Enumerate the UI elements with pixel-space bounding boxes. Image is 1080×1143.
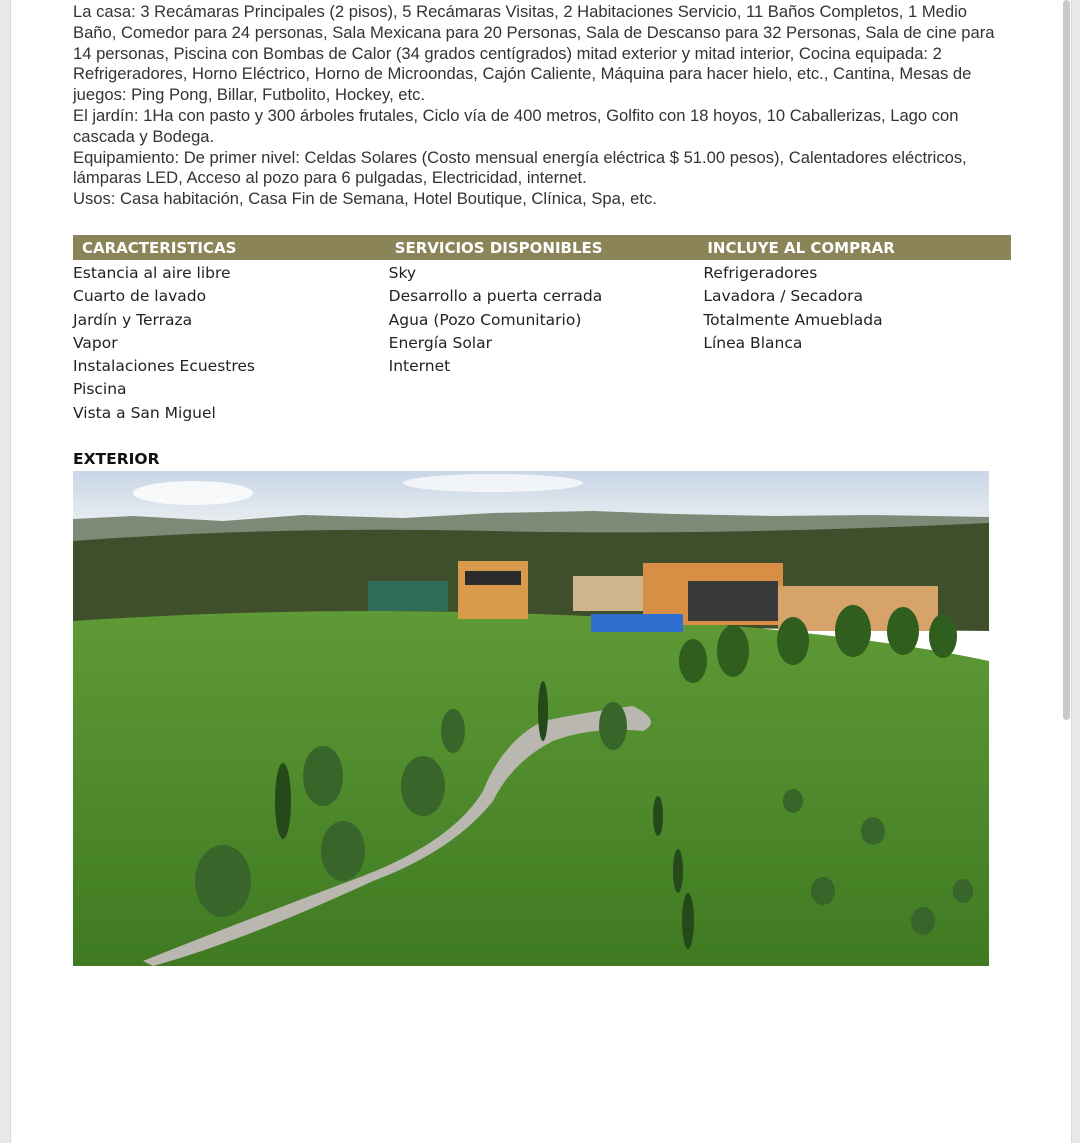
house-window [465,571,521,585]
scrollbar-thumb[interactable] [1063,0,1070,720]
cloud [133,481,253,505]
pool [591,614,683,632]
intro-text [73,2,1013,210]
exterior-photo [73,471,989,966]
table-cell: Totalmente Amueblada [703,310,883,329]
intro-paragraph-uses: Usos: Casa habitación, Casa Fin de Semana, Hotel Boutique, Clínica, Spa, etc. [73,189,657,209]
table-cell: Desarrollo a puerta cerrada [388,287,603,306]
table-cell: Vapor [73,333,118,352]
table-cell: Estancia al aire libre [73,264,231,282]
header-caracteristicas: CARACTERISTICAS [82,238,237,257]
table-header-row [73,235,1011,260]
document-page [10,0,1072,1143]
table-cell: Instalaciones Ecuestres [73,357,255,376]
exterior-section-title: EXTERIOR [73,450,160,468]
table-cell: Línea Blanca [703,333,803,352]
table-cell: Vista a San Miguel [73,403,216,422]
header-incluye: INCLUYE AL COMPRAR [707,238,895,257]
table-cell: Cuarto de lavado [73,287,207,306]
cloud [403,474,583,492]
intro-paragraph-equipment: Equipamiento: De primer nivel: Celdas Solares (Costo mensual energía eléctrica $ 51.00 pesos), Calentadores eléctricos, lámparas LED, Acceso al pozo para 6 pulgadas, Electricidad, internet. [73,147,967,188]
table-cell: Lavadora / Secadora [703,287,863,306]
intro-paragraph-house: La casa: 3 Recámaras Principales (2 pisos), 5 Recámaras Visitas, 2 Habitaciones Servicio, 11 Baños Completos, 1 Medio Baño, Comedor para 24 personas, Sala Mexicana para 20 Personas, Sala de Descanso para 32 Personas, Sala de cine para 14 personas, Piscina con Bombas de Calor (34 grados centígrados) mitad exterior y mitad interior, Cocina equipada: 2 Refrigeradores, Horno Eléctrico, Horno de Microondas, Cajón Caliente, Máquina para hacer hielo, etc., Cantina, Mesas de juegos: Ping Pong, Billar, Futbolito, Hockey, etc. [73,2,995,105]
table-cell: Piscina [73,380,127,399]
table-cell: Internet [388,357,451,376]
house-glass [688,581,778,621]
column-servicios [386,262,699,425]
header-servicios: SERVICIOS DISPONIBLES [394,238,603,257]
table-cell: Agua (Pozo Comunitario) [388,310,582,329]
pavilion [368,581,448,611]
house-block-center [573,576,653,611]
table-cell: Jardín y Terraza [73,310,193,329]
table-cell: Sky [388,264,417,282]
table-cell: Refrigeradores [703,264,818,282]
column-incluye [698,262,1011,425]
intro-paragraph-garden: El jardín: 1Ha con pasto y 300 árboles frutales, Ciclo vía de 400 metros, Golfito con 18 hoyos, 10 Caballerizas, Lago con cascada y Bodega. [73,105,959,146]
column-caracteristicas [73,262,386,425]
aerial-estate-illustration [73,471,989,966]
house-block-left [458,561,528,619]
features-table [73,235,1011,425]
table-cell: Energía Solar [388,333,492,352]
table-body [73,260,1011,425]
